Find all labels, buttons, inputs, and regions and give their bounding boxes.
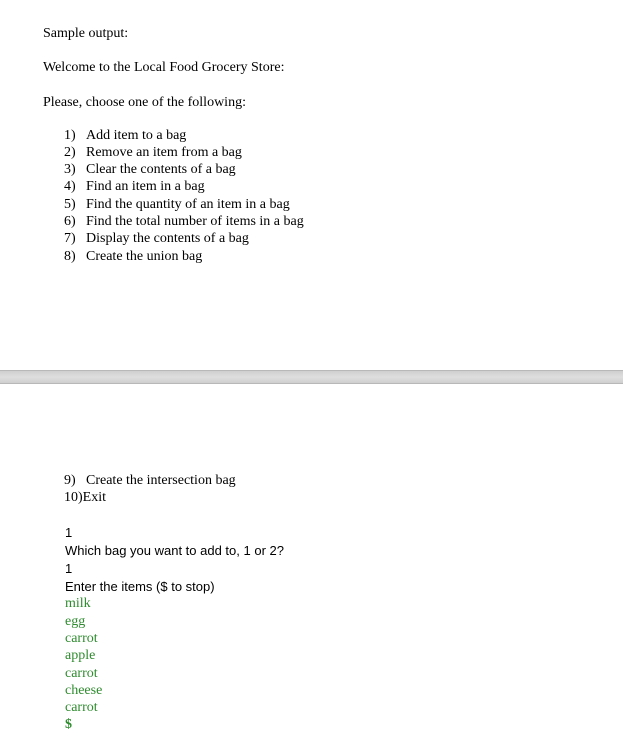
console-which-bag-prompt: Which bag you want to add to, 1 or 2? (65, 543, 284, 558)
menu-item-label: Add item to a bag (86, 128, 187, 143)
menu-item-label: Remove an item from a bag (86, 145, 242, 160)
menu-item-label: Create the intersection bag (86, 473, 236, 488)
menu-item-label: Find the total number of items in a bag (86, 214, 304, 229)
menu-item (64, 491, 106, 505)
menu-item-number: 6) (64, 214, 76, 229)
menu-item-label: Create the union bag (86, 249, 203, 264)
console-item-entry: carrot (65, 700, 98, 715)
menu-item-number: 9) (64, 473, 76, 488)
menu-item-number: 5) (64, 197, 76, 212)
console-item-entry: carrot (65, 666, 98, 681)
menu-item-label: Find the quantity of an item in a bag (86, 197, 290, 212)
menu-item (64, 232, 249, 246)
console-item-entry: milk (65, 596, 91, 611)
menu-item-number: 4) (64, 179, 76, 194)
console-stop-symbol: $ (65, 717, 72, 732)
menu-item (64, 215, 304, 229)
sample-output-heading: Sample output: (43, 26, 129, 41)
menu-item (64, 198, 290, 212)
console-enter-items-prompt: Enter the items ($ to stop) (65, 579, 215, 594)
menu-item (64, 180, 205, 194)
menu-item-label: Find an item in a bag (86, 179, 205, 194)
console-item-entry: cheese (65, 683, 103, 698)
menu-item (64, 163, 236, 177)
menu-item-number: 3) (64, 162, 76, 177)
menu-item-number: 10) (64, 490, 83, 505)
console-input-choice: 1 (65, 525, 73, 540)
console-item-entry: egg (65, 614, 86, 629)
console-item-entry: carrot (65, 631, 98, 646)
console-input-bag: 1 (65, 561, 73, 576)
page-break-separator (0, 370, 623, 384)
console-item-entry: apple (65, 648, 96, 663)
menu-item-label: Display the contents of a bag (86, 231, 249, 246)
menu-item-label: Exit (82, 490, 107, 505)
choose-prompt: Please, choose one of the following: (43, 95, 246, 110)
menu-item-label: Clear the contents of a bag (86, 162, 236, 177)
menu-item-number: 1) (64, 128, 76, 143)
menu-item (64, 474, 236, 488)
menu-item-number: 7) (64, 231, 76, 246)
menu-item (64, 146, 242, 160)
page-break-shade (0, 371, 623, 383)
menu-item (64, 129, 186, 143)
menu-item-number: 8) (64, 249, 76, 264)
menu-item-number: 2) (64, 145, 76, 160)
menu-item (64, 250, 202, 264)
welcome-text: Welcome to the Local Food Grocery Store: (43, 60, 285, 75)
